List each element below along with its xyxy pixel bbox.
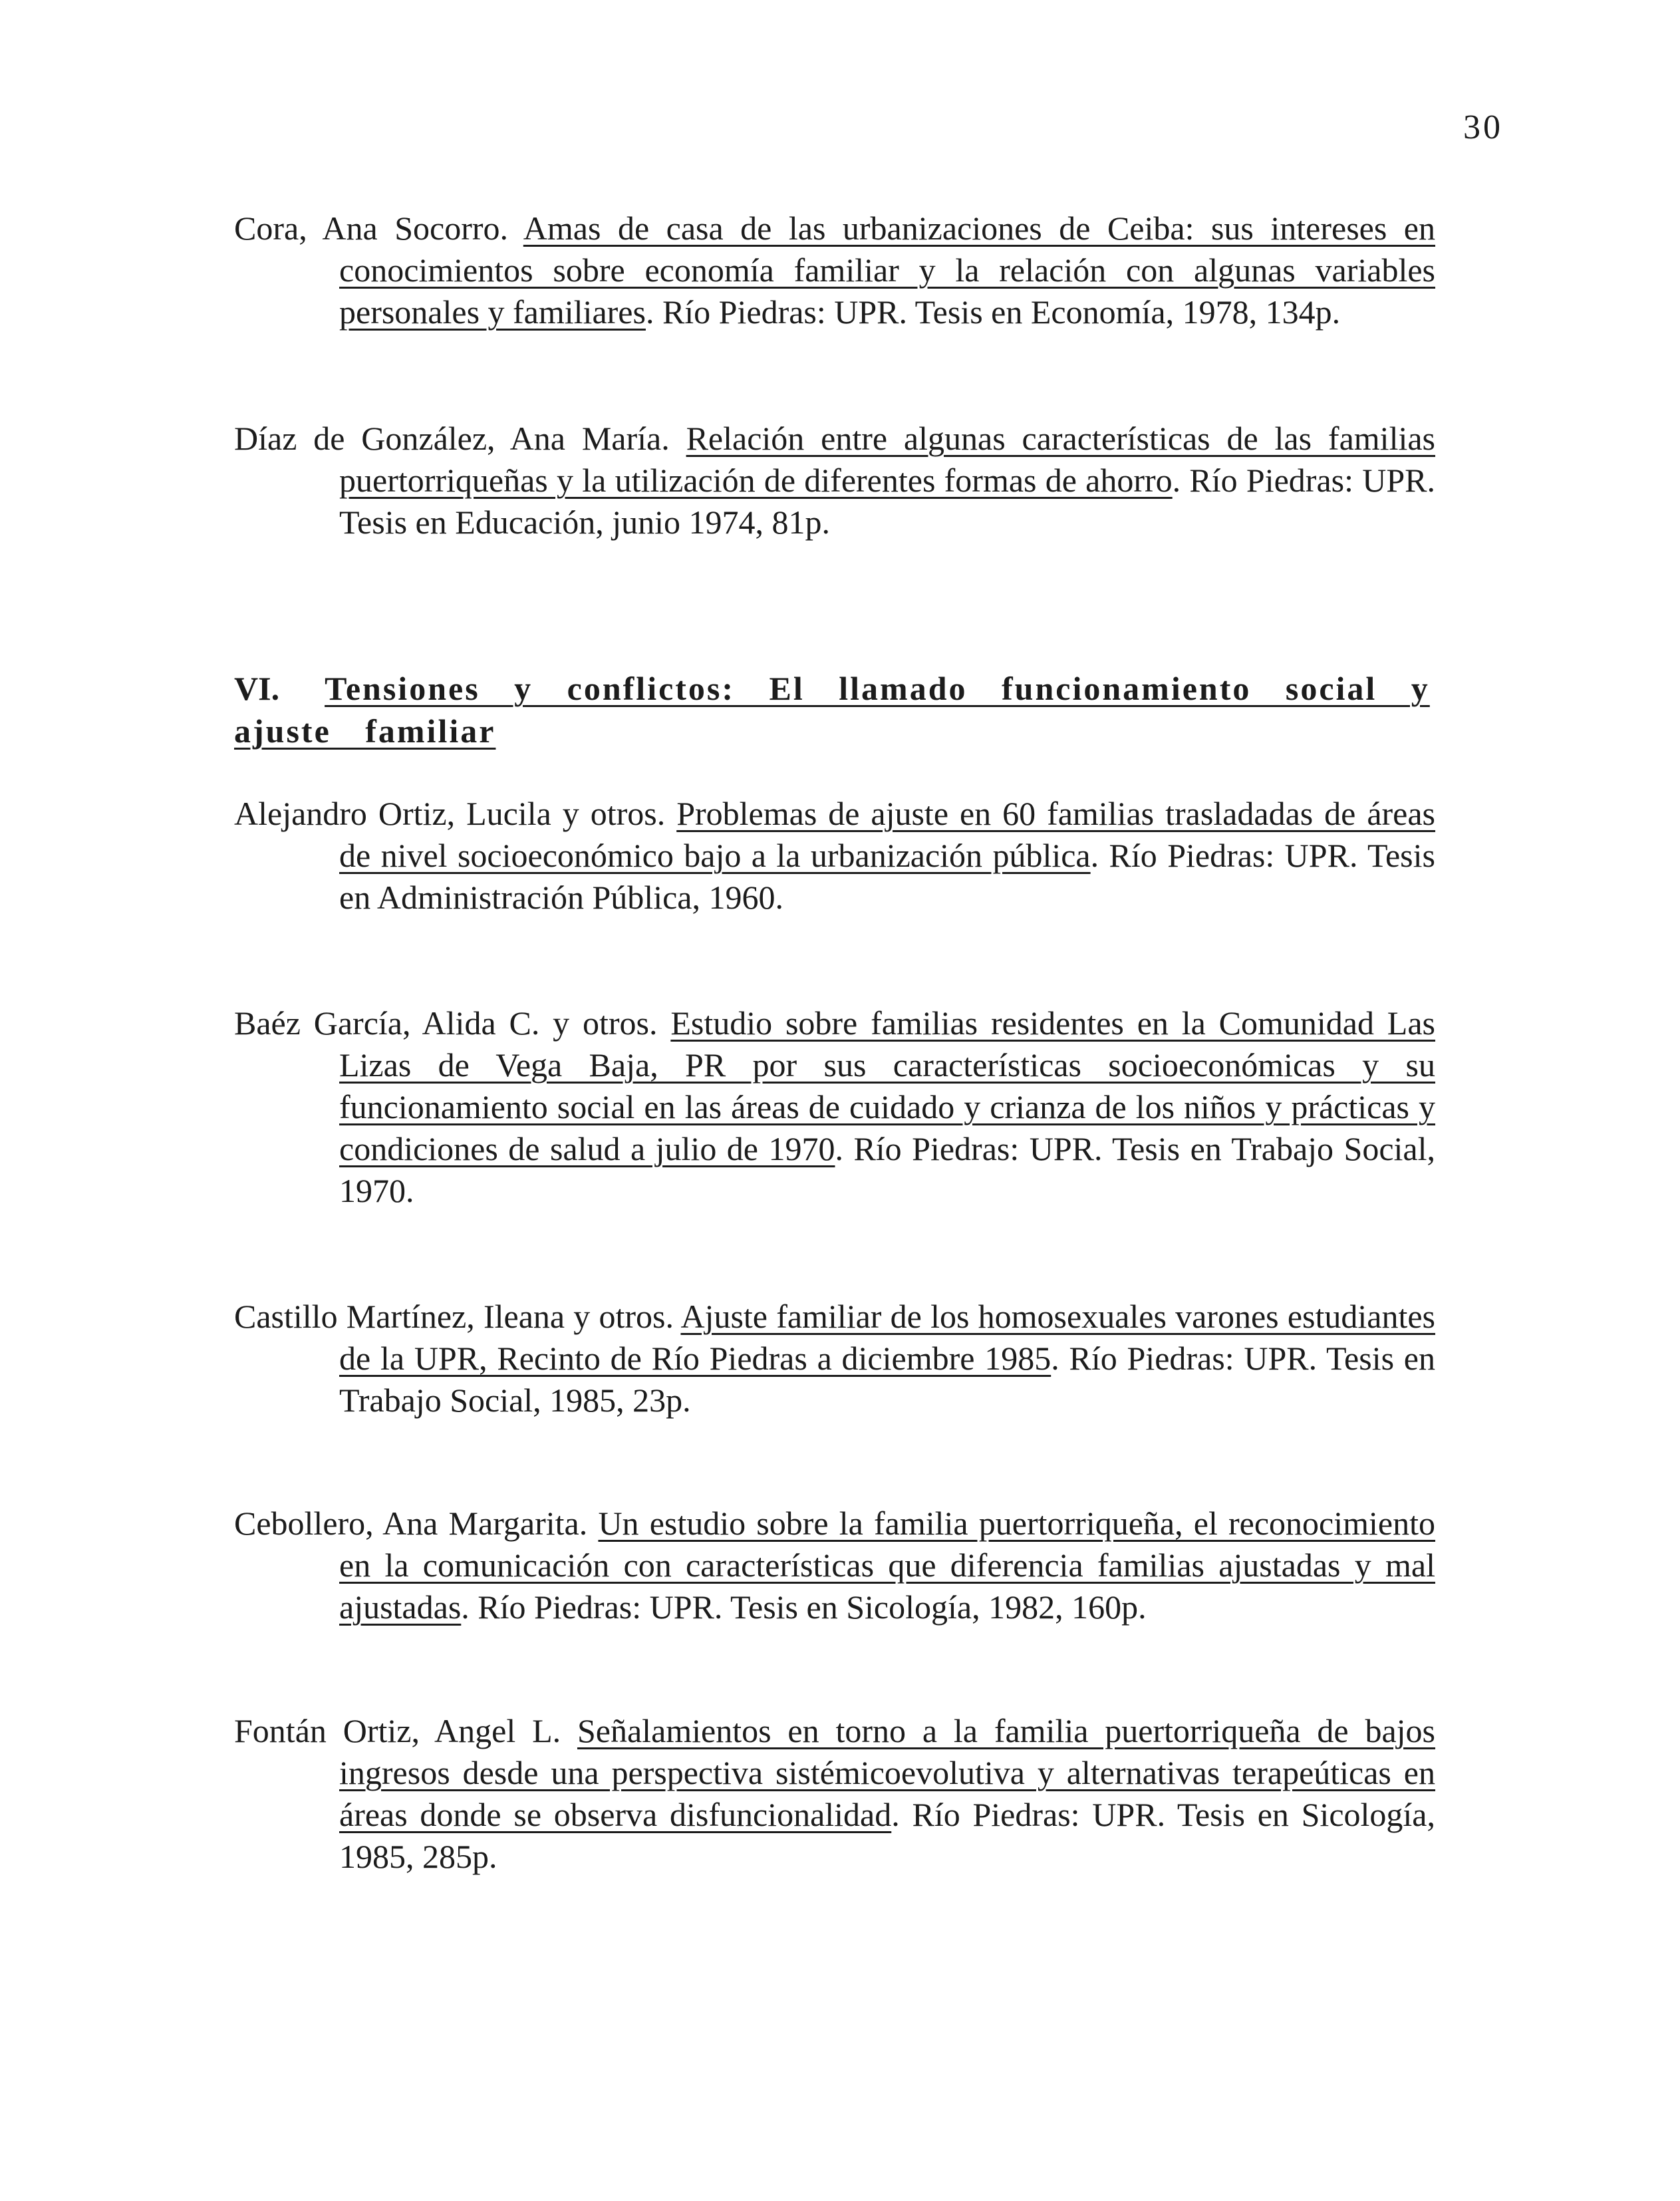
entry-details: . Río Piedras: UPR. Tesis en Sicología, 1985, 285p. xyxy=(339,1796,1435,1875)
page-number: 30 xyxy=(1463,108,1503,146)
entry-author: Fontán Ortiz, Angel L. xyxy=(234,1712,561,1749)
entry-title: Relación entre algunas características de las familias puertorriqueñas y la utilización de diferentes formas de ahorro xyxy=(339,420,1435,499)
entry-details: . Río Piedras: UPR. Tesis en Sicología, 1982, 160p. xyxy=(461,1588,1147,1626)
entry-title: Problemas de ajuste en 60 familias trasladadas de áreas de nivel socioeconómico bajo a la urbanización pública xyxy=(339,795,1436,874)
bibliography-entry xyxy=(234,1002,1435,1212)
entry-author: Cora, Ana Socorro. xyxy=(234,210,509,247)
bibliography-entry xyxy=(234,1296,1435,1421)
entry-details: . Río Piedras: UPR. Tesis en Trabajo Social, 1985, 23p. xyxy=(339,1340,1435,1419)
entry-author: Castillo Martínez, Ileana y otros. xyxy=(234,1298,674,1335)
entry-title: Amas de casa de las urbanizaciones de Ceiba: sus intereses en conocimientos sobre economía familiar y la relación con algunas variables personales y familiares xyxy=(339,210,1435,331)
entry-title: Un estudio sobre la familia puertorriqueña, el reconocimiento en la comunicación con características que diferencia familias ajustadas y mal ajustadas xyxy=(339,1505,1435,1626)
section-heading xyxy=(234,667,1445,752)
section-number: VI. xyxy=(234,670,280,707)
bibliography-entry xyxy=(234,208,1435,333)
bibliography-entry xyxy=(234,1710,1435,1878)
entry-author: Alejandro Ortiz, Lucila y otros. xyxy=(234,795,666,832)
bibliography-entry xyxy=(234,418,1435,543)
entry-details: . Río Piedras: UPR. Tesis en Trabajo Social, 1970. xyxy=(339,1130,1435,1209)
section-title: Tensiones y conflictos: El llamado funcionamiento social y ajuste familiar xyxy=(234,670,1430,750)
bibliography-entry xyxy=(234,1503,1435,1628)
entry-author: Baéz García, Alida C. y otros. xyxy=(234,1004,658,1042)
entry-details: . Río Piedras: UPR. Tesis en Educación, junio 1974, 81p. xyxy=(339,462,1435,541)
entry-author: Cebollero, Ana Margarita. xyxy=(234,1505,588,1542)
entry-details: . Río Piedras: UPR. Tesis en Economía, 1978, 134p. xyxy=(645,293,1341,331)
entry-title: Estudio sobre familias residentes en la Comunidad Las Lizas de Vega Baja, PR por sus características socioeconómicas y su funcionamiento social en las áreas de cuidado y crianza de los niños y prácticas y condiciones de salud a julio de 1970 xyxy=(339,1004,1435,1167)
entry-details: . Río Piedras: UPR. Tesis en Administración Pública, 1960. xyxy=(339,837,1435,916)
entry-title: Ajuste familiar de los homosexuales varones estudiantes de la UPR, Recinto de Río Piedras a diciembre 1985 xyxy=(339,1298,1435,1377)
entry-author: Díaz de González, Ana María. xyxy=(234,420,670,457)
entry-title: Señalamientos en torno a la familia puertorriqueña de bajos ingresos desde una perspectiva sistémicoevolutiva y alternativas terapeúticas en áreas donde se observa disfuncionalidad xyxy=(339,1712,1435,1833)
bibliography-entry xyxy=(234,793,1435,919)
